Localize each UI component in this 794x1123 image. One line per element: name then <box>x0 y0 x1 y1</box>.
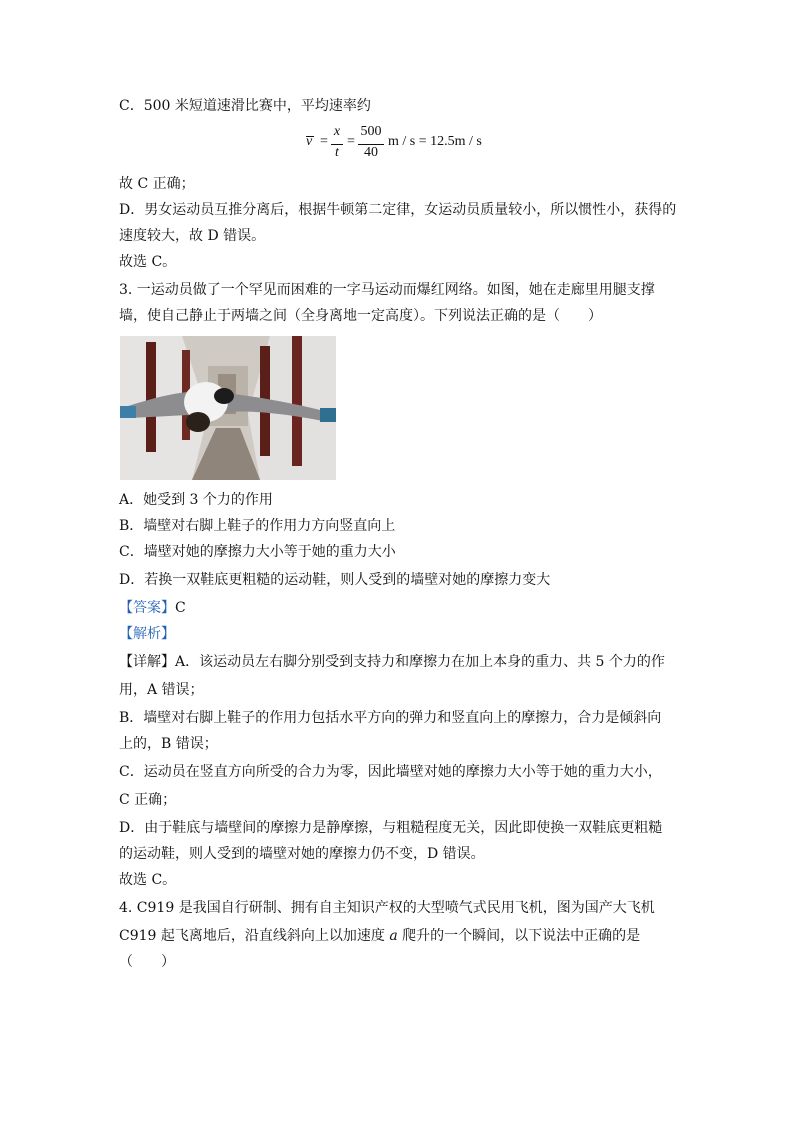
answer-line <box>119 598 186 618</box>
option-c: C．墙壁对她的摩擦力大小等于她的重力大小 <box>119 544 396 560</box>
fraction-40-denominator: 40 <box>364 145 378 160</box>
question-4-line-1: 4. C919 是我国自行研制、拥有自主知识产权的大型喷气式民用飞机，图为国产大飞机 <box>119 900 655 916</box>
explanation-c-line-2: C 正确； <box>119 792 177 808</box>
question-4-line-3: （ ） <box>119 954 175 970</box>
explanation-b-line-2: 上的，B 错误； <box>119 736 218 752</box>
q4-text-pre: C919 起飞离地后，沿直线斜向上以加速度 <box>119 928 390 944</box>
question-4-line-2 <box>119 926 640 946</box>
explanation-d-line-2: 的运动鞋，则人受到的墙壁对她的摩擦力仍不变，D 错误。 <box>119 846 485 862</box>
option-d: D．若换一双鞋底更粗糙的运动鞋，则人受到的墙壁对她的摩擦力变大 <box>119 572 551 588</box>
explanation-b-line-1: B．墙壁对右脚上鞋子的作用力包括水平方向的弹力和竖直向上的摩擦力，合力是倾斜向 <box>119 710 662 726</box>
answer-value: C <box>175 600 186 616</box>
d-line-1: D．男女运动员互推分离后，根据牛顿第二定律，女运动员质量较小，所以惯性小，获得的 <box>119 202 677 218</box>
fraction-500-numerator: 500 <box>360 124 382 139</box>
c-correct-line: 故 C 正确； <box>119 176 195 192</box>
fraction-x-numerator: x <box>333 124 341 139</box>
question-3-line-1: 3. 一运动员做了一个罕见而困难的一字马运动而爆红网络。如图，她在走廊里用腿支撑 <box>119 282 655 298</box>
fraction-t-denominator: t <box>335 145 339 160</box>
d-line-2: 速度较大，故 D 错误。 <box>119 228 266 244</box>
explanation-a-line-2: 用，A 错误； <box>119 682 204 698</box>
gymnast-split-photo <box>120 336 336 480</box>
choose-c-line-1: 故选 C。 <box>119 254 177 270</box>
q4-text-post: 爬升的一个瞬间，以下说法中正确的是 <box>397 928 641 944</box>
option-b: B．墙壁对右脚上鞋子的作用力方向竖直向上 <box>119 518 396 534</box>
acceleration-symbol: a <box>389 928 398 944</box>
answer-tag: 【答案】 <box>119 600 175 616</box>
explanation-a-text: A．该运动员左右脚分别受到支持力和摩擦力在加上本身的重力、共 5 个力的作 <box>175 654 665 670</box>
option-a: A．她受到 3 个力的作用 <box>119 492 273 508</box>
detail-tag: 【详解】 <box>119 654 175 670</box>
v-bar-overline <box>306 136 314 137</box>
question-3-line-2: 墙，使自己静止于两墙之间（全身离地一定高度）。下列说法正确的是（ ） <box>119 308 602 324</box>
v-bar: v <box>306 134 313 149</box>
c-option-line: C．500 米短道速滑比赛中，平均速率约 <box>119 98 371 114</box>
choose-c-line-2: 故选 C。 <box>119 872 177 888</box>
equals-2: = <box>347 134 355 149</box>
equals-1: = <box>320 134 328 149</box>
explanation-d-line-1: D．由于鞋底与墙壁间的摩擦力是静摩擦，与粗糙程度无关，因此即使换一双鞋底更粗糙 <box>119 820 663 836</box>
analysis-tag: 【解析】 <box>119 626 175 642</box>
formula-result: m / s = 12.5m / s <box>388 134 482 149</box>
explanation-c-line-1: C．运动员在竖直方向所受的合力为零，因此墙壁对她的摩擦力大小等于她的重力大小， <box>119 764 662 780</box>
average-speed-formula <box>300 124 500 168</box>
explanation-a-line-1 <box>119 652 665 672</box>
